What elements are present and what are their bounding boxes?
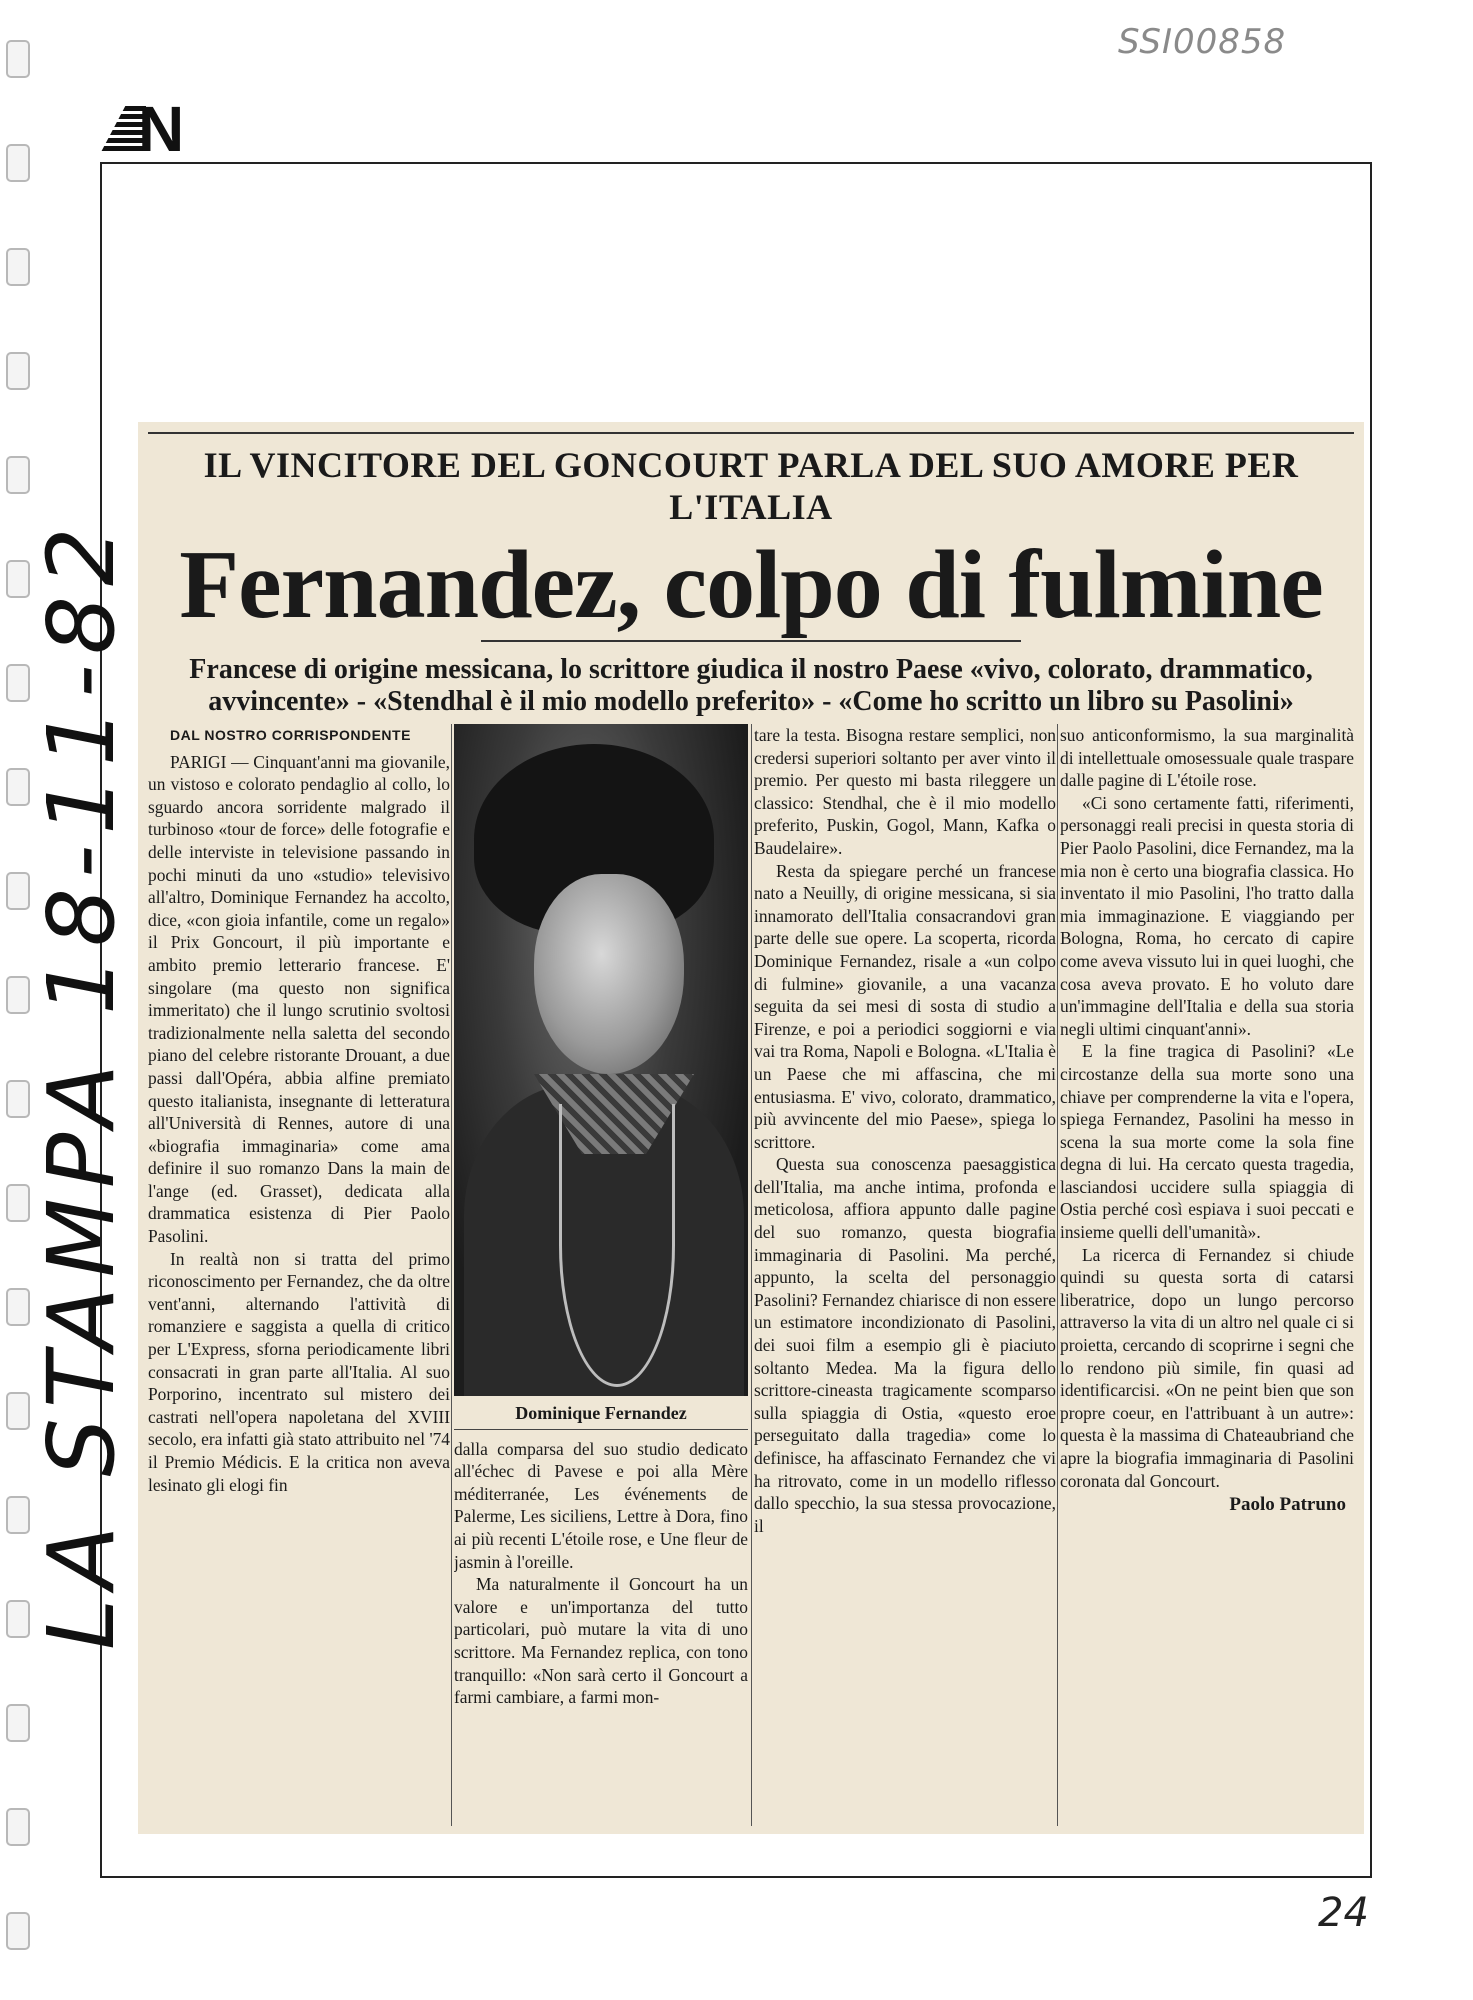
headline-rule: [481, 640, 1021, 642]
author-signature: Paolo Patruno: [1229, 1494, 1346, 1516]
binding-hole: [6, 1288, 30, 1326]
page-number: 24: [1318, 1890, 1369, 1936]
paragraph: PARIGI — Cinquant'anni ma giovanile, un vistoso e colorato pendaglio al collo, lo sguardo ancora sorridente malgrado il turbinoso «tour de force» delle fotografie e delle interviste in televisione passando in pochi minuti da uno «studio» televisivo all'altro, Dominique Fernandez ha accolto, dice, «con gioia infantile, come un regalo» il Prix Goncourt, il più importante e ambito premio letterario francese. E' singolare (ma questo non significa immeritato) che il lungo scrutinio svoltosi tradizionalmente nella saletta del secondo piano del celebre ristorante Drouant, a due passi dall'Opéra, abbia alfine premiato questo italianista, insegnante di letteratura all'Università di Rennes, autore di una «biografia immaginaria» come ama definire il suo romanzo Dans la main de l'ange (ed. Grasset), dedicata alla drammatica esistenza di Pier Paolo Pasolini.: [148, 751, 450, 1247]
column-divider: [751, 724, 752, 1826]
binding-hole: [6, 1704, 30, 1742]
column-3: [754, 724, 1056, 1826]
column-4: [1060, 724, 1354, 1826]
binding-hole: [6, 248, 30, 286]
top-rule: [148, 432, 1354, 434]
binding-hole: [6, 40, 30, 78]
binding-hole: [6, 560, 30, 598]
column-1: [148, 724, 450, 1826]
binding-hole: [6, 1600, 30, 1638]
binding-hole: [6, 1392, 30, 1430]
article-subhead: Francese di origine messicana, lo scrittore giudica il nostro Paese «vivo, colorato, drammatico, avvincente» - «Stendhal è il mio modello preferito» - «Come ho scritto un libro su Pasolini»: [189, 654, 1313, 718]
binding-hole: [6, 976, 30, 1014]
article-headline: Fernandez, colpo di fulmine: [179, 531, 1323, 639]
binding-hole: [6, 664, 30, 702]
column-divider: [1057, 724, 1058, 1826]
paragraph: «Ci sono certamente fatti, riferimenti, personaggi reali precisi in questa storia di Pier Paolo Pasolini, dice Fernandez, ma la mia non è certo una biografia classica. Ho inventato il mio Pasolini, l'ho tratto dalla mia immaginazione. E viaggiando per Bologna, Roma, ho cercato di capire come aveva vissuto lui in quei luoghi, che cosa aveva provato. E ho voluto dare un'immagine dell'Italia e della sua storia negli ultimi cinquant'anni».: [1060, 792, 1354, 1039]
binding-hole: [6, 872, 30, 910]
paragraph: In realtà non si tratta del primo riconoscimento per Fernandez, che da oltre vent'anni, alternando l'attività di romanziere e saggista a quella di critico per L'Express, sforna periodicamente libri consacrati in gran parte all'Italia. Al suo Porporino, incentrato sul mistero dei castrati nell'opera napoletana del XVIII secolo, era infatti già stato attribuito nel '74 il Premio Médicis. E la critica non aveva lesinato gli elogi fin: [148, 1248, 450, 1495]
binding-hole: [6, 1496, 30, 1534]
binding-hole: [6, 1912, 30, 1950]
column-2: [454, 724, 748, 1826]
paragraph: dalla comparsa del suo studio dedicato all'échec di Pavese e poi alla Mère méditerranée, Les événements de Palerme, Les siciliens, Lettre à Dora, fino ai più recenti L'étoile rose, e Une fleur de jasmin à l'oreille.: [454, 1438, 748, 1572]
archive-logo: [100, 93, 192, 165]
article-columns: [148, 724, 1354, 1826]
paragraph: La ricerca di Fernandez si chiude quindi su questa sorta di catarsi liberatrice, dopo un lungo percorso attraverso la vita di un altro nel quale ci si proietta, cercando di scoprirne i segni che lo rendono più simile, fin quasi ad identificarcisi. «On ne peint bien que son propre coeur, en l'attribuant à un autre»: questa è la massima di Chateaubriand che apre la biografia immaginaria di Pasolini coronata dal Goncourt.: [1060, 1244, 1354, 1491]
paragraph: Ma naturalmente il Goncourt ha un valore e un'importanza del tutto particolari, può mutare la vita di uno scrittore. Ma Fernandez replica, con tono tranquillo: «Non sarà certo il Goncourt a farmi cambiare, a farmi mon-: [454, 1574, 748, 1708]
column-divider: [451, 724, 452, 1826]
paragraph: Resta da spiegare perché un francese nato a Neuilly, di origine messicana, si sia innamorato dell'Italia consacrandovi gran parte delle sue opere. La scoperta, ricorda Dominique Fernandez, risale a «un colpo di fulmine» giovanile, a una vacanza seguita da sei mesi di sosta di studio a Firenze, e poi a periodici soggiorni e via vai tra Roma, Napoli e Bologna. «L'Italia è un Paese che mi affascina, che mi entusiasma. E' vivo, colorato, drammatico, più avvincente del mio Paese», spiega lo scrittore.: [754, 860, 1056, 1152]
dateline-label: DAL NOSTRO CORRISPONDENTE: [170, 727, 411, 743]
archive-code: SSI00858: [1118, 22, 1287, 62]
paragraph: tare la testa. Bisogna restare semplici, non credersi superiori soltanto per aver vinto il premio. Per questo mi basta rileggere un classico: Stendhal, che è il mio modello preferito, Puskin, Gogol, Mann, Kafka o Baudelaire».: [754, 725, 1056, 858]
photo-face: [534, 874, 684, 1074]
binding-hole: [6, 1080, 30, 1118]
logo-letter: N: [138, 93, 185, 165]
photo-caption: Dominique Fernandez: [454, 1402, 748, 1430]
binding-hole: [6, 456, 30, 494]
paragraph: suo anticonformismo, la sua marginalità di intellettuale omosessuale quale traspare dalle pagine di L'étoile rose.: [1060, 725, 1354, 791]
binding-hole: [6, 144, 30, 182]
binding-hole: [6, 352, 30, 390]
paragraph: Questa sua conoscenza paesaggistica dell'Italia, ma anche intima, profonda e meticolosa, affiora appunto dalle pagine del suo romanzo, questa biografia immaginaria di Pasolini. Ma perché, appunto, la scelta del personaggio Pasolini? Fernandez chiarisce di non essere un estimatore incondizionato di Pasolini, dei suoi film a esempio gli è piaciuto soltanto Medea. Ma la figura dello scrittore-cineasta tragicamente scomparso sulla spiaggia di Ostia, «questo eroe perseguitato dalla tragedia» come lo definisce, ha affascinato Fernandez che vi ha ritrovato, come in un modello riflesso dallo specchio, la sua stessa provocazione, il: [754, 1154, 1056, 1536]
article-kicker: IL VINCITORE DEL GONCOURT PARLA DEL SUO AMORE PER L'ITALIA: [203, 445, 1299, 527]
author-photo: [454, 724, 748, 1396]
handwritten-source-note: LA STAMPA 18-11-82: [28, 517, 135, 1650]
binding-hole: [6, 768, 30, 806]
binding-hole: [6, 1184, 30, 1222]
binding-holes: [6, 40, 28, 1940]
binding-hole: [6, 1808, 30, 1846]
paragraph: E la fine tragica di Pasolini? «Le circostanze della sua morte sono una chiave per comprenderne la vita e l'opera, spiega Fernandez, Pasolini ha messo in scena la sua morte come la sola fine degna di lui. Ha cercato questa tragedia, lasciandosi uccidere sulla spiaggia di Ostia perché così espiava i suoi peccati e insieme quelli dell'umanità».: [1060, 1041, 1354, 1243]
newspaper-clipping: [138, 422, 1364, 1834]
photo-pendant-chain: [559, 1104, 675, 1387]
